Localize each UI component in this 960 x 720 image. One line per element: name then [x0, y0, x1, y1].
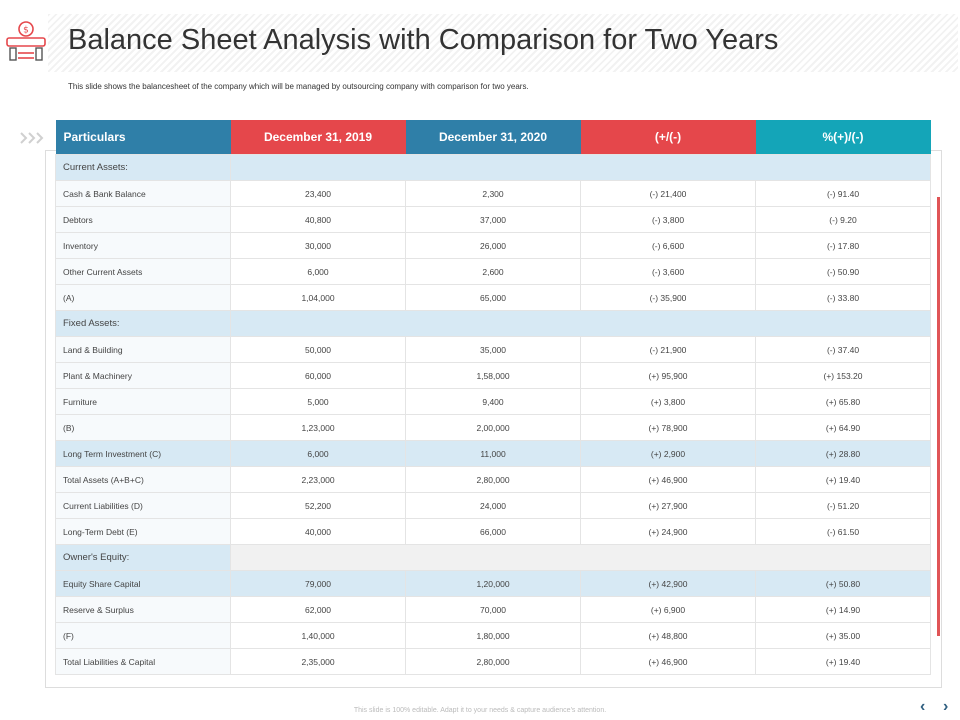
table-row	[56, 441, 931, 467]
page-subtitle: This slide shows the balancesheet of the company which will be managed by outsourcing company with comparison for two years.	[68, 82, 529, 91]
cell-percent: (-) 51.20	[756, 493, 931, 519]
cell-change: (+) 6,900	[581, 597, 756, 623]
table-row	[56, 571, 931, 597]
table-header-row	[56, 120, 931, 155]
cell-2020: 37,000	[406, 207, 581, 233]
cell-percent: (-) 9.20	[756, 207, 931, 233]
cell-change: (-) 21,400	[581, 181, 756, 207]
cell-2020: 1,80,000	[406, 623, 581, 649]
cell-2020: 1,58,000	[406, 363, 581, 389]
cell-change: (+) 27,900	[581, 493, 756, 519]
header-dec-2020: December 31, 2020	[406, 120, 581, 155]
cell-2019: 79,000	[231, 571, 406, 597]
header-dec-2019: December 31, 2019	[231, 120, 406, 155]
cell-2020: 9,400	[406, 389, 581, 415]
cell-2020: 2,600	[406, 259, 581, 285]
table-row	[56, 389, 931, 415]
table-row	[56, 597, 931, 623]
table-row	[56, 233, 931, 259]
cell-2020: 2,300	[406, 181, 581, 207]
cell-2019: 1,23,000	[231, 415, 406, 441]
cell-change: (+) 46,900	[581, 649, 756, 675]
cell-2020: 24,000	[406, 493, 581, 519]
cell-change: (-) 3,600	[581, 259, 756, 285]
cell-2019: 23,400	[231, 181, 406, 207]
section-label: Fixed Assets:	[56, 311, 231, 337]
section-label: Current Assets:	[56, 155, 231, 181]
cell-percent: (-) 17.80	[756, 233, 931, 259]
cell-percent: (+) 35.00	[756, 623, 931, 649]
table-row	[56, 337, 931, 363]
cell-change: (-) 3,800	[581, 207, 756, 233]
table-row	[56, 649, 931, 675]
cell-change: (+) 95,900	[581, 363, 756, 389]
cell-2019: 52,200	[231, 493, 406, 519]
svg-text:$: $	[23, 25, 29, 36]
row-label: Equity Share Capital	[56, 571, 231, 597]
cell-change: (+) 42,900	[581, 571, 756, 597]
cell-change: (-) 21,900	[581, 337, 756, 363]
table-row	[56, 207, 931, 233]
cell-percent: (+) 14.90	[756, 597, 931, 623]
row-label: (A)	[56, 285, 231, 311]
cell-2019: 6,000	[231, 441, 406, 467]
cell-change: (+) 3,800	[581, 389, 756, 415]
cell-2020: 2,80,000	[406, 649, 581, 675]
cell-change: (-) 35,900	[581, 285, 756, 311]
cell-2019: 2,35,000	[231, 649, 406, 675]
cell-percent: (+) 64.90	[756, 415, 931, 441]
cell-change: (+) 48,800	[581, 623, 756, 649]
cell-2019: 5,000	[231, 389, 406, 415]
cell-2019: 2,23,000	[231, 467, 406, 493]
cell-change: (-) 6,600	[581, 233, 756, 259]
row-label: Inventory	[56, 233, 231, 259]
cell-2019: 30,000	[231, 233, 406, 259]
row-label: Land & Building	[56, 337, 231, 363]
header-percent-change: %(+)/(-)	[756, 120, 931, 155]
cell-2020: 2,80,000	[406, 467, 581, 493]
next-slide-button[interactable]: ›	[943, 698, 949, 715]
cell-2020: 65,000	[406, 285, 581, 311]
section-row-current-assets	[56, 155, 931, 181]
row-label: Other Current Assets	[56, 259, 231, 285]
cell-2020: 26,000	[406, 233, 581, 259]
page-title: Balance Sheet Analysis with Comparison for Two Years	[68, 24, 779, 56]
money-hand-icon	[4, 20, 48, 64]
table-row	[56, 623, 931, 649]
cell-percent: (-) 50.90	[756, 259, 931, 285]
cell-2020: 11,000	[406, 441, 581, 467]
section-label: Owner's Equity:	[56, 545, 231, 571]
cell-2020: 70,000	[406, 597, 581, 623]
cell-change: (+) 24,900	[581, 519, 756, 545]
row-label: Cash & Bank Balance	[56, 181, 231, 207]
row-label: Long-Term Debt (E)	[56, 519, 231, 545]
cell-2020: 66,000	[406, 519, 581, 545]
header-change: (+/(-)	[581, 120, 756, 155]
cell-2019: 50,000	[231, 337, 406, 363]
cell-percent: (-) 37.40	[756, 337, 931, 363]
cell-2020: 35,000	[406, 337, 581, 363]
table-row	[56, 363, 931, 389]
row-label: Current Liabilities (D)	[56, 493, 231, 519]
cell-percent: (-) 33.80	[756, 285, 931, 311]
cell-2019: 6,000	[231, 259, 406, 285]
prev-slide-button[interactable]: ‹	[920, 698, 926, 715]
cell-percent: (+) 19.40	[756, 649, 931, 675]
cell-percent: (+) 19.40	[756, 467, 931, 493]
cell-change: (+) 46,900	[581, 467, 756, 493]
accent-line	[937, 197, 940, 636]
row-label: Reserve & Surplus	[56, 597, 231, 623]
header-particulars: Particulars	[56, 120, 231, 155]
table-row	[56, 467, 931, 493]
table-row	[56, 415, 931, 441]
cell-percent: (-) 61.50	[756, 519, 931, 545]
cell-2020: 1,20,000	[406, 571, 581, 597]
cell-percent: (-) 91.40	[756, 181, 931, 207]
balance-sheet-table	[55, 120, 931, 675]
cell-change: (+) 78,900	[581, 415, 756, 441]
row-label: Plant & Machinery	[56, 363, 231, 389]
cell-2020: 2,00,000	[406, 415, 581, 441]
row-label: Debtors	[56, 207, 231, 233]
cell-2019: 62,000	[231, 597, 406, 623]
table-row	[56, 519, 931, 545]
row-label: Furniture	[56, 389, 231, 415]
cell-2019: 40,800	[231, 207, 406, 233]
cell-2019: 40,000	[231, 519, 406, 545]
cell-percent: (+) 153.20	[756, 363, 931, 389]
cell-2019: 1,40,000	[231, 623, 406, 649]
cell-change: (+) 2,900	[581, 441, 756, 467]
row-label: (B)	[56, 415, 231, 441]
table-row	[56, 285, 931, 311]
section-row-owners-equity	[56, 545, 931, 571]
cell-percent: (+) 65.80	[756, 389, 931, 415]
cell-2019: 60,000	[231, 363, 406, 389]
table-row	[56, 181, 931, 207]
section-row-fixed-assets	[56, 311, 931, 337]
chevron-triple-icon	[20, 132, 46, 144]
cell-2019: 1,04,000	[231, 285, 406, 311]
footer-note: This slide is 100% editable. Adapt it to your needs & capture audience's attention.	[353, 707, 607, 714]
row-label: (F)	[56, 623, 231, 649]
cell-percent: (+) 50.80	[756, 571, 931, 597]
row-label: Total Liabilities & Capital	[56, 649, 231, 675]
row-label: Long Term Investment (C)	[56, 441, 231, 467]
table-row	[56, 259, 931, 285]
table-row	[56, 493, 931, 519]
cell-percent: (+) 28.80	[756, 441, 931, 467]
row-label: Total Assets (A+B+C)	[56, 467, 231, 493]
